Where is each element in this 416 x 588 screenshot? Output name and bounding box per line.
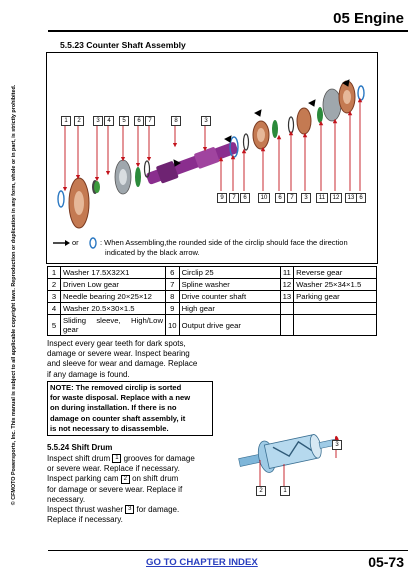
- callout-10: 10: [258, 193, 270, 203]
- callout-3c: 3: [301, 193, 311, 203]
- circlip-note-line-2: indicated by the black arrow.: [105, 248, 200, 257]
- callout-6b: 6: [240, 193, 250, 203]
- inspect-line: if any damage is found.: [47, 369, 130, 379]
- note-line: NOTE: The removed circlip is sorted: [50, 383, 182, 392]
- part-number: 2: [48, 279, 61, 291]
- note-or: or: [72, 238, 79, 247]
- drum-callout-3: 3: [332, 440, 342, 450]
- part-number: 6: [166, 267, 180, 279]
- chapter-title: 05 Engine: [333, 10, 404, 27]
- callout-13: 13: [345, 193, 357, 203]
- part-name: Output drive gear: [179, 315, 280, 336]
- parts-table: [47, 266, 377, 336]
- part-number: [280, 315, 294, 336]
- callout-6c: 6: [275, 193, 285, 203]
- copyright-text: © CFMOTO Powersports, Inc. This manual is subject to all applicable copyright laws. Reproduction or duplication in any form, whole or in part, is strictly prohibited.: [11, 84, 17, 506]
- drum-text: Inspect thrust washer: [47, 505, 124, 515]
- shift-drum-title: 5.5.24 Shift Drum: [47, 443, 113, 452]
- part-number: 10: [166, 315, 180, 336]
- part-number: 5: [48, 315, 61, 336]
- callout-2: 2: [74, 116, 84, 126]
- callout-12: 12: [330, 193, 342, 203]
- shift-drum-drawing: [230, 420, 360, 500]
- callout-6d: 6: [356, 193, 366, 203]
- page-number: 05-73: [368, 554, 404, 570]
- note-line: is not necessary to disassemble.: [50, 423, 169, 433]
- note-box: [47, 381, 213, 436]
- part-name: [294, 303, 377, 315]
- part-name: Needle bearing 20×25×12: [61, 291, 166, 303]
- part-name: Washer 20.5×30×1.5: [61, 303, 166, 315]
- ref-2: 2: [121, 475, 130, 484]
- part-number: 1: [48, 267, 61, 279]
- circlip-note-line-1: : When Assembling,the rounded side of the circlip should face the direction: [100, 238, 348, 247]
- part-number: 13: [280, 291, 294, 303]
- drum-text: Inspect shift drum: [47, 454, 111, 463]
- table-row: [48, 279, 377, 291]
- inspect-paragraph: [47, 339, 212, 380]
- part-number: [280, 303, 294, 315]
- callout-3: 3: [93, 116, 103, 126]
- part-name: Sliding sleeve, High/Low gear: [61, 315, 166, 336]
- part-number: 7: [166, 279, 180, 291]
- drum-callout-1: 1: [280, 486, 290, 496]
- table-row: [48, 315, 377, 336]
- drum-text: for damage.: [136, 505, 180, 515]
- part-name: Driven Low gear: [61, 279, 166, 291]
- shift-drum-figure: [230, 420, 360, 500]
- part-name: [294, 315, 377, 336]
- part-name: Circlip 25: [179, 267, 280, 279]
- ref-1: 1: [112, 454, 121, 463]
- part-name: Reverse gear: [294, 267, 377, 279]
- part-name: Parking gear: [294, 291, 377, 303]
- note-line: for waste disposal. Replace with a new: [50, 393, 191, 403]
- header-rule: [48, 30, 408, 32]
- drum-text: grooves for damage: [123, 454, 195, 463]
- table-row: [48, 267, 377, 279]
- drum-text: for damage or severe wear. Replace if: [47, 484, 183, 494]
- copyright-sidebar: [4, 60, 24, 530]
- section-title: 5.5.23 Counter Shaft Assembly: [60, 40, 186, 50]
- inspect-line: damage or severe wear. Inspect bearing: [47, 349, 190, 359]
- counter-shaft-figure: [46, 52, 378, 264]
- drum-text: or severe wear. Replace if necessary.: [47, 464, 180, 474]
- callout-1: 1: [61, 116, 71, 126]
- counter-shaft: [144, 138, 239, 187]
- part-number: 3: [48, 291, 61, 303]
- chapter-index-link[interactable]: GO TO CHAPTER INDEX: [146, 557, 258, 568]
- part-number: 8: [166, 291, 180, 303]
- drum-callout-2: 2: [256, 486, 266, 496]
- drum-text: on shift drum: [132, 474, 179, 484]
- inspect-line: and sleeve for wear and damage. Replace: [47, 359, 198, 369]
- shift-drum-text: [47, 454, 212, 525]
- table-row: [48, 303, 377, 315]
- part-name: Spline washer: [179, 279, 280, 291]
- note-line: on during installation. If there is no: [50, 403, 177, 413]
- callout-7: 7: [145, 116, 155, 126]
- part-name: Washer 25×34×1.5: [294, 279, 377, 291]
- callout-5: 5: [119, 116, 129, 126]
- exploded-view-drawing: [47, 53, 377, 263]
- callout-3b: 3: [201, 116, 211, 126]
- part-name: Drive counter shaft: [179, 291, 280, 303]
- drum-text: Replace if necessary.: [47, 515, 123, 525]
- callout-7c: 7: [287, 193, 297, 203]
- callout-9: 9: [217, 193, 227, 203]
- callout-11: 11: [316, 193, 328, 203]
- drum-text: Inspect parking cam: [47, 474, 119, 484]
- callout-7b: 7: [229, 193, 239, 203]
- note-line: damage on counter shaft assembly, it: [50, 413, 186, 423]
- part-name: High gear: [179, 303, 280, 315]
- drum-text: necessary.: [47, 494, 86, 504]
- ref-3: 3: [125, 505, 134, 514]
- part-name: Washer 17.5X32X1: [61, 267, 166, 279]
- part-number: 9: [166, 303, 180, 315]
- part-number: 11: [280, 267, 294, 279]
- footer-rule: [48, 550, 408, 551]
- part-number: 12: [280, 279, 294, 291]
- callout-8: 8: [171, 116, 181, 126]
- callout-4: 4: [104, 116, 114, 126]
- inspect-line: Inspect every gear teeth for dark spots,: [47, 339, 186, 348]
- callout-6: 6: [134, 116, 144, 126]
- table-row: [48, 291, 377, 303]
- part-number: 4: [48, 303, 61, 315]
